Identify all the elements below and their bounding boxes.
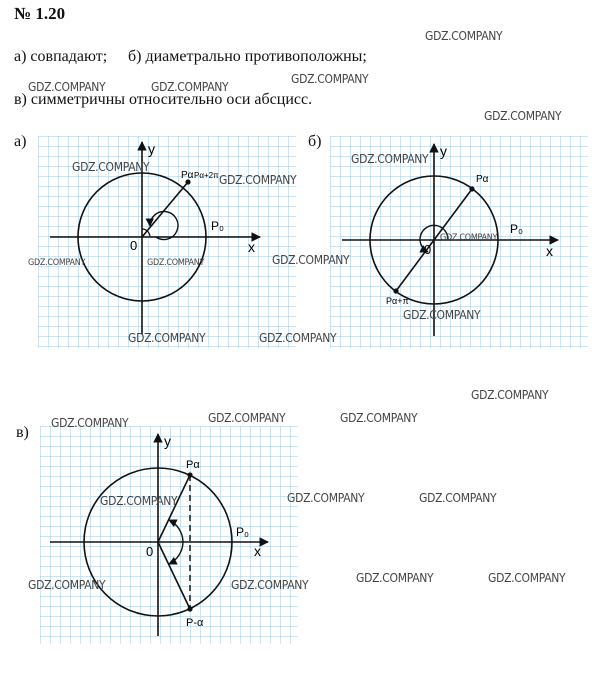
watermark: GDZ.COMPANY [471,388,549,402]
watermark: GDZ.COMPANY [287,491,365,505]
point-p-alpha [187,472,192,477]
watermark: GDZ.COMPANY [231,578,309,592]
watermark: GDZ.COMPANY [425,29,503,43]
origin-label: 0 [146,544,154,559]
point-p-minus-alpha [187,606,192,611]
y-axis-label: y [164,433,171,449]
watermark: GDZ.COMPANY [72,160,150,174]
watermark: GDZ.COMPANY [51,416,129,430]
p-minus-alpha-label: P-α [186,617,204,629]
figure-c-label: в) [16,424,29,441]
grid-background [40,426,298,644]
watermark: GDZ.COMPANY [419,491,497,505]
y-axis-label: y [148,141,155,157]
watermark: GDZ.COMPANY [100,494,178,508]
problem-number: № 1.20 [14,4,66,23]
y-axis-label: y [440,143,447,159]
watermark: GDZ.COMPANY [259,331,337,345]
answer-a: а) совпадают; [14,48,108,65]
p0-label: P₀ [236,525,249,539]
watermark: GDZ.COMPANY [356,571,434,585]
answer-c: в) симметричны относительно оси абсцисс. [14,91,313,108]
figure-c [40,426,298,644]
figure-b-label: б) [308,133,322,150]
watermark: GDZ.COMPANY [28,258,86,268]
p-alpha-pi-label: Pα+π [386,296,409,306]
watermark: GDZ.COMPANY [440,233,498,243]
watermark: GDZ.COMPANY [151,80,229,94]
watermark: GDZ.COMPANY [272,253,350,267]
watermark: GDZ.COMPANY [219,173,297,187]
watermark: GDZ.COMPANY [488,571,566,585]
p0-label: P₀ [510,222,523,236]
watermark: GDZ.COMPANY [291,72,369,86]
watermark: GDZ.COMPANY [208,411,286,425]
watermark: GDZ.COMPANY [147,258,205,268]
watermark: GDZ.COMPANY [484,109,562,123]
x-axis-label: x [546,243,553,259]
p0-label: P₀ [211,219,224,233]
point-p-alpha [469,186,474,191]
figure-a-label: а) [14,133,27,150]
watermark: GDZ.COMPANY [28,80,106,94]
p-alpha-label: Pα [476,174,489,185]
point-p-alpha-pi [393,288,398,293]
x-axis-label: x [254,543,261,559]
origin-label: 0 [424,242,432,257]
answer-b: б) диаметрально противоположны; [128,48,367,65]
watermark: GDZ.COMPANY [28,578,106,592]
p-alpha-label: Pα [186,459,200,471]
origin-label: 0 [130,238,138,253]
watermark: GDZ.COMPANY [128,331,206,345]
p-alpha-label: Pα [181,170,194,181]
watermark: GDZ.COMPANY [351,152,429,166]
watermark: GDZ.COMPANY [403,308,481,322]
watermark: GDZ.COMPANY [340,411,418,425]
x-axis-label: x [248,239,255,255]
p-alpha-2pi-label: Pα+2π [194,171,219,180]
